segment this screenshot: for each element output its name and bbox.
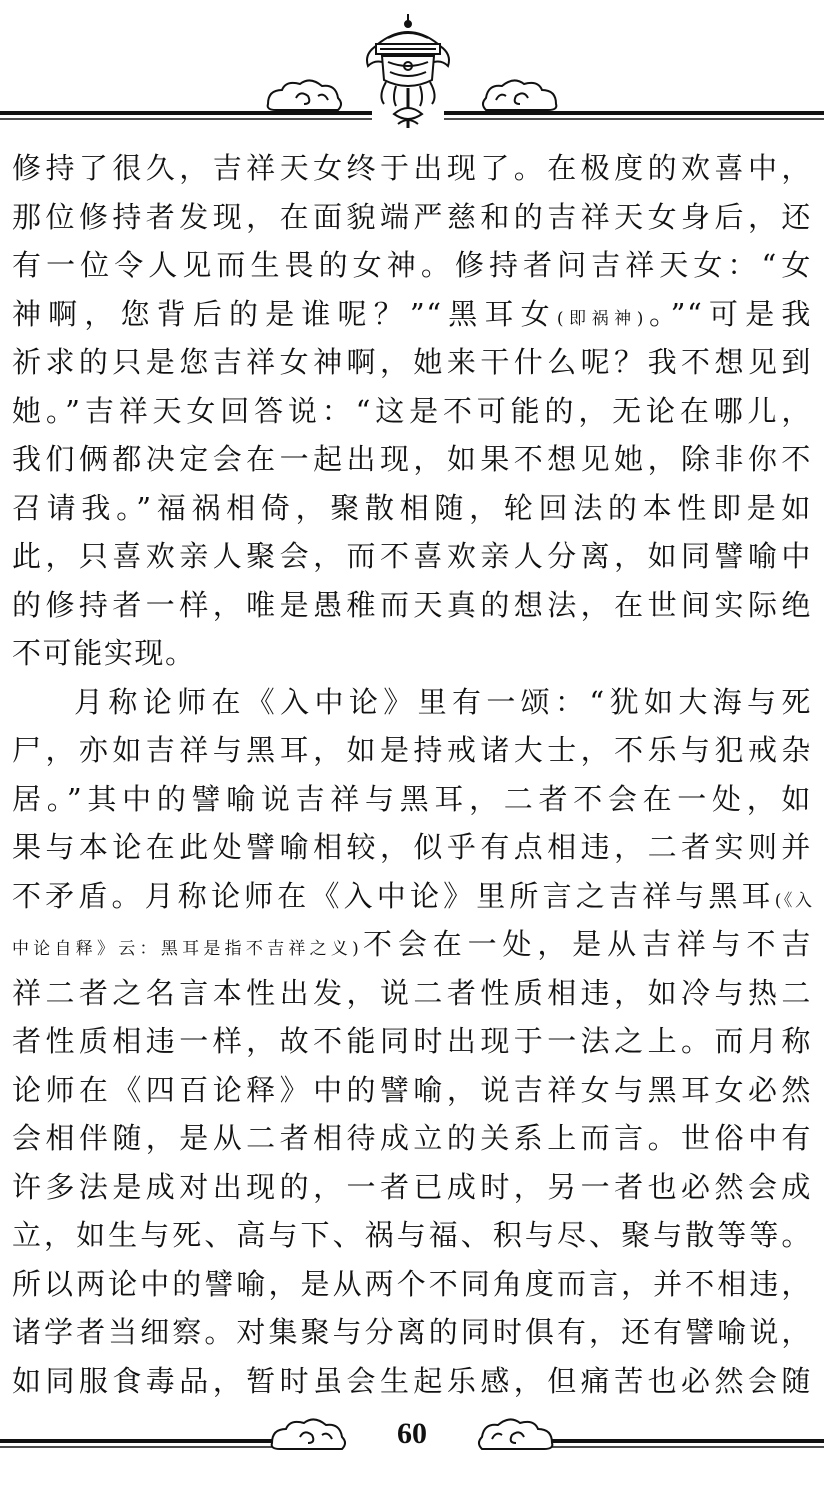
text-line: 论师在《四百论释》中的譬喻，说吉祥女与黑耳女必然 xyxy=(12,1072,812,1107)
text-line: 那位修持者发现，在面貌端严慈和的吉祥天女身后，还 xyxy=(12,199,812,234)
inline-note: 中论自释》云：黑耳是指不吉祥之义) xyxy=(12,939,359,959)
inline-note: (即祸神) xyxy=(556,308,644,329)
text-line: 祥二者之名言本性出发，说二者性质相违，如冷与热二 xyxy=(12,975,812,1010)
text-line: 此，只喜欢亲人聚会，而不喜欢亲人分离，如同譬喻中 xyxy=(12,539,812,573)
cloud-right-icon xyxy=(479,1419,552,1449)
text-line: 中论自释》云：黑耳是指不吉祥之义)不会在一处，是从吉祥与不吉 xyxy=(12,927,812,961)
cloud-left-icon xyxy=(272,1419,345,1449)
text-line: 会相伴随，是从二者相待成立的关系上而言。世俗中有 xyxy=(12,1121,812,1155)
text-line: 居。”其中的譬喻说吉祥与黑耳，二者不会在一处，如 xyxy=(12,781,812,816)
text-line: 许多法是成对出现的，一者已成时，另一者也必然会成 xyxy=(12,1169,812,1204)
text-line: 果与本论在此处譬喻相较，似乎有点相违，二者实则并 xyxy=(12,830,812,864)
inline-note: (《入 xyxy=(774,890,812,911)
text-line: 诸学者当细察。对集聚与分离的同时俱有，还有譬喻说， xyxy=(12,1315,812,1349)
victory-banner-icon xyxy=(367,14,449,128)
text-line: 者性质相违一样，故不能同时出现于一法之上。而月称 xyxy=(12,1024,812,1058)
text-line: 祈求的只是您吉祥女神啊，她来干什么呢？我不想见到 xyxy=(12,345,812,379)
text-line: 她。”吉祥天女回答说：“这是不可能的，无论在哪儿， xyxy=(12,393,812,428)
cloud-left-icon xyxy=(268,80,341,110)
text-line: 召请我。”福祸相倚，聚散相随，轮回法的本性即是如 xyxy=(12,490,812,525)
text-line: 不矛盾。月称论师在《入中论》里所言之吉祥与黑耳(《入 xyxy=(12,878,812,913)
text-line: 修持了很久，吉祥天女终于出现了。在极度的欢喜中， xyxy=(12,151,812,185)
text-line: 神啊，您背后的是谁呢？”“黑耳女(即祸神)。”“可是我 xyxy=(12,296,812,331)
text-line: 月称论师在《入中论》里有一颂：“犹如大海与死 xyxy=(74,684,812,719)
text-line: 尸，亦如吉祥与黑耳，如是持戒诸大士，不乐与犯戒杂 xyxy=(12,733,812,767)
text-line: 不可能实现。 xyxy=(12,636,196,670)
text-line: 如同服食毒品，暂时虽会生起乐感，但痛苦也必然会随 xyxy=(12,1363,812,1398)
page-number: 60 xyxy=(397,1417,427,1450)
text-line: 的修持者一样，唯是愚稚而天真的想法，在世间实际绝 xyxy=(12,587,812,622)
text-line: 立，如生与死、高与下、祸与福、积与尽、聚与散等等。 xyxy=(12,1218,812,1252)
cloud-right-icon xyxy=(483,80,556,110)
text-line: 所以两论中的譬喻，是从两个不同角度而言，并不相违， xyxy=(12,1266,812,1301)
body-text xyxy=(12,144,812,1405)
text-line: 有一位令人见而生畏的女神。修持者问吉祥天女：“女 xyxy=(12,248,812,282)
header-ornament xyxy=(0,0,824,135)
text-line: 我们俩都决定会在一起出现，如果不想见她，除非你不 xyxy=(12,442,812,476)
